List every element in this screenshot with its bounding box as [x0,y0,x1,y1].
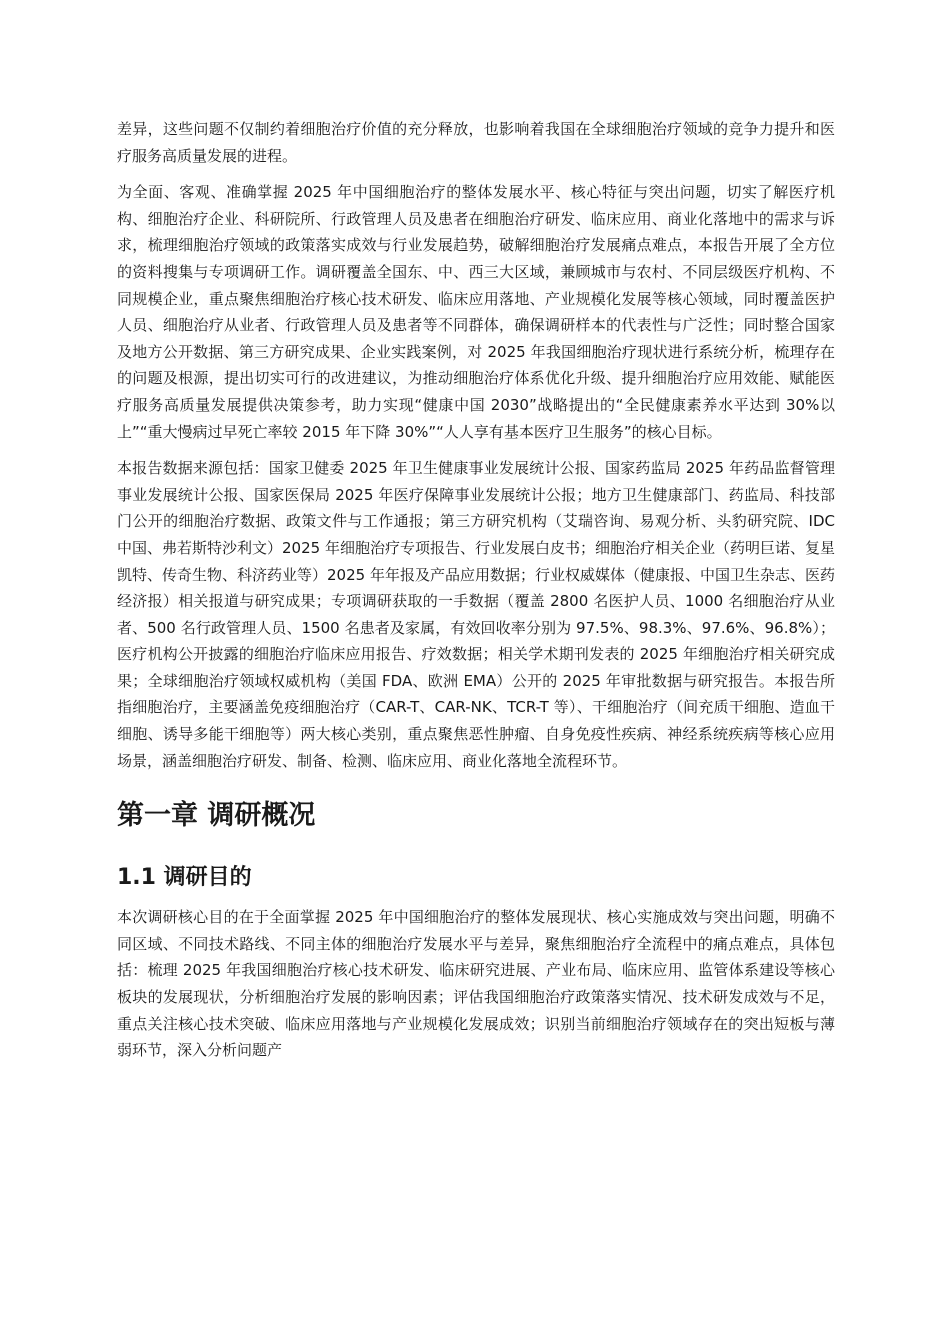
document-page [117,116,835,1074]
section-heading: 1.1 调研目的 [117,865,252,891]
paragraph-research-purpose: 本次调研核心目的在于全面掌握 2025 年中国细胞治疗的整体发展现状、核心实施成效与突出问题，明确不同区域、不同技术路线、不同主体的细胞治疗发展水平与差异，聚焦细胞治疗全流程中的痛点难点，具体包括：梳理 2025 年我国细胞治疗核心技术研发、临床研究进展、产业布局、临床应用、监管体系建设等核心板块的发展现状，分析细胞治疗发展的影响因素；评估我国细胞治疗政策落实情况、技术研发成效与不足，重点关注核心技术突破、临床应用落地与产业规模化发展成效；识别当前细胞治疗领域存在的突出短板与薄弱环节，深入分析问题产 [117,908,835,1060]
paragraph-intro-continued: 差异，这些问题不仅制约着细胞治疗价值的充分释放，也影响着我国在全球细胞治疗领域的竞争力提升和医疗服务高质量发展的进程。 [117,120,835,165]
paragraph-data-sources: 本报告数据来源包括：国家卫健委 2025 年卫生健康事业发展统计公报、国家药监局 2025 年药品监督管理事业发展统计公报、国家医保局 2025 年医疗保障事业发展统计公报；地方卫生健康部门、药监局、科技部门公开的细胞治疗数据、政策文件与工作通报；第三方研究机构（艾瑞咨询、易观分析、头豹研究院、IDC 中国、弗若斯特沙利文）2025 年细胞治疗专项报告、行业发展白皮书；细胞治疗相关企业（药明巨诺、复星凯特、传奇生物、科济药业等）2025 年年报及产品应用数据；行业权威媒体（健康报、中国卫生杂志、医药经济报）相关报道与研究成果；专项调研获取的一手数据（覆盖 2800 名医护人员、1000 名细胞治疗从业者、500 名行政管理人员、1500 名患者及家属，有效回收率分别为 97.5%、98.3%、97.6%、96.8%）；医疗机构公开披露的细胞治疗临床应用报告、疗效数据；相关学术期刊发表的 2025 年细胞治疗相关研究成果；全球细胞治疗领域权威机构（美国 FDA、欧洲 EMA）公开的 2025 年审批数据与研究报告。本报告所指细胞治疗，主要涵盖免疫细胞治疗（CAR-T、CAR-NK、TCR-T 等）、干细胞治疗（间充质干细胞、造血干细胞、诱导多能干细胞等）两大核心类别，重点聚焦恶性肿瘤、自身免疫性疾病、神经系统疾病等核心应用场景，涵盖细胞治疗研发、制备、检测、临床应用、商业化落地全流程环节。 [117,459,835,770]
chapter-heading: 第一章 调研概况 [117,800,316,832]
paragraph-research-scope: 为全面、客观、准确掌握 2025 年中国细胞治疗的整体发展水平、核心特征与突出问题，切实了解医疗机构、细胞治疗企业、科研院所、行政管理人员及患者在细胞治疗研发、临床应用、商业化落地中的需求与诉求，梳理细胞治疗领域的政策落实成效与行业发展趋势，破解细胞治疗发展痛点难点，本报告开展了全方位的资料搜集与专项调研工作。调研覆盖全国东、中、西三大区域，兼顾城市与农村、不同层级医疗机构、不同规模企业，重点聚焦细胞治疗核心技术研发、临床应用落地、产业规模化发展等核心领域，同时覆盖医护人员、细胞治疗从业者、行政管理人员及患者等不同群体，确保调研样本的代表性与广泛性；同时整合国家及地方公开数据、第三方研究成果、企业实践案例，对 2025 年我国细胞治疗现状进行系统分析，梳理存在的问题及根源，提出切实可行的改进建议，为推动细胞治疗体系优化升级、提升细胞治疗应用效能、赋能医疗服务高质量发展提供决策参考，助力实现“健康中国 2030”战略提出的“全民健康素养水平达到 30%以上”“重大慢病过早死亡率较 2015 年下降 30%”“人人享有基本医疗卫生服务”的核心目标。 [117,183,835,441]
